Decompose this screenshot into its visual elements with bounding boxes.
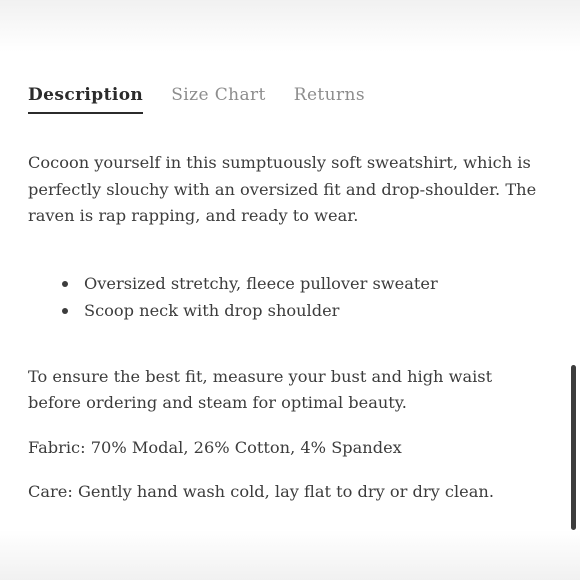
bottom-fade [0,530,580,580]
bullet-icon [62,308,68,314]
tab-returns[interactable]: Returns [293,85,366,105]
tab-bar [28,84,393,114]
list-item-text: Scoop neck with drop shoulder [84,300,340,320]
tab-size-chart[interactable]: Size Chart [171,85,266,105]
list-item [28,297,548,324]
description-intro: Cocoon yourself in this sumptuously soft sweatshirt, which is perfectly slouchy with an oversized fit and drop-shoulder. The raven is rap rapping, and ready to wear. [28,153,537,225]
list-item [28,270,548,297]
scrollbar-thumb[interactable] [571,365,576,530]
tab-description[interactable]: Description [28,84,143,114]
description-panel [28,150,548,506]
fit-note: To ensure the best fit, measure your bust and high waist before ordering and steam for optimal beauty. [28,366,493,412]
top-fade [0,0,580,52]
feature-list [28,270,548,324]
fabric-info: Fabric: 70% Modal, 26% Cotton, 4% Spandex [28,437,402,457]
care-info: Care: Gently hand wash cold, lay flat to dry or dry clean. [28,482,494,501]
list-item-text: Oversized stretchy, fleece pullover sweater [84,273,438,293]
bullet-icon [62,281,68,287]
